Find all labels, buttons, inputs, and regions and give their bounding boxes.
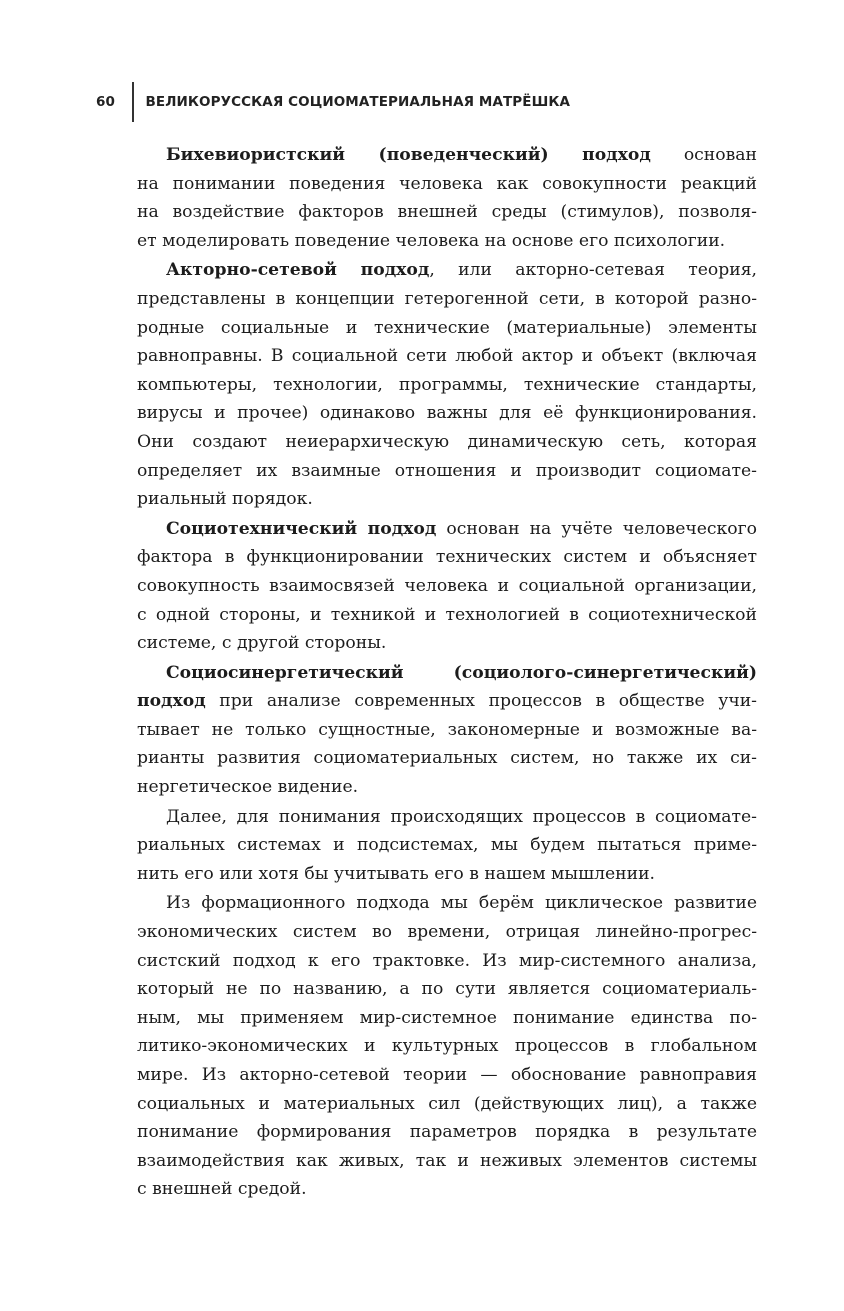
term-heading: подход	[137, 691, 206, 712]
text-line	[137, 256, 757, 285]
text-line	[137, 198, 757, 227]
paragraph	[137, 889, 757, 1204]
line-text: системе, с другой стороны.	[137, 633, 387, 654]
text-line	[137, 485, 757, 514]
text-line	[137, 428, 757, 457]
running-head	[96, 82, 570, 122]
line-text: с одной стороны, и техникой и технологией в социотехнической	[137, 604, 757, 625]
text-line	[137, 170, 757, 199]
line-text: рианты развития социоматериальных систем, но также их си-	[137, 748, 757, 769]
text-line	[137, 399, 757, 428]
text-line	[137, 860, 757, 889]
line-text: на понимании поведения человека как совокупности реакций	[137, 173, 757, 194]
term-heading: Акторно-сетевой подход	[166, 260, 430, 281]
text-line	[137, 285, 757, 314]
text-line	[137, 803, 757, 832]
text-line	[137, 975, 757, 1004]
line-text: ет моделировать поведение человека на основе его психологии.	[137, 230, 726, 251]
text-line	[137, 515, 757, 544]
text-line	[137, 1090, 757, 1119]
text-line	[137, 744, 757, 773]
line-text: ным, мы применяем мир-системное понимание единства по-	[137, 1007, 757, 1028]
line-text: экономических систем во времени, отрицая линейно-прогрес-	[137, 922, 757, 943]
line-text: родные социальные и технические (материальные) элементы	[137, 317, 757, 338]
text-line	[137, 1175, 757, 1204]
text-line	[137, 141, 757, 170]
text-line	[137, 601, 757, 630]
paragraph	[137, 659, 757, 802]
text-line	[137, 543, 757, 572]
header-divider	[132, 82, 134, 122]
paragraph	[137, 515, 757, 658]
line-text: Из формационного подхода мы берём циклическое развитие	[166, 893, 757, 914]
line-text: нить его или хотя бы учитывать его в нашем мышлении.	[137, 863, 655, 884]
line-text: равноправны. В социальной сети любой актор и объект (включая	[137, 346, 757, 367]
line-text: представлены в концепции гетерогенной сети, в которой разно-	[137, 288, 757, 309]
line-text: основан на учёте человеческого	[436, 518, 757, 539]
text-line	[137, 773, 757, 802]
term-heading: Социосинергетический (социолого-синергетический)	[166, 662, 757, 683]
line-text: тывает не только сущностные, закономерные и возможные ва-	[137, 719, 757, 740]
text-line	[137, 1061, 757, 1090]
line-text: при анализе современных процессов в обществе учи-	[205, 691, 757, 712]
line-text: Они создают неиерархическую динамическую сеть, которая	[137, 431, 757, 452]
line-text: риальных системах и подсистемах, мы будем пытаться приме-	[137, 835, 757, 856]
text-line	[137, 1032, 757, 1061]
line-text: , или акторно-сетевая теория,	[429, 260, 757, 281]
paragraph	[137, 141, 757, 255]
text-line	[137, 371, 757, 400]
text-line	[137, 918, 757, 947]
text-line	[137, 659, 757, 688]
line-text: вирусы и прочее) одинаково важны для её функционирования.	[137, 403, 757, 424]
line-text: Далее, для понимания происходящих процессов в социомате-	[166, 806, 757, 827]
line-text: основан	[650, 145, 757, 165]
text-line	[137, 629, 757, 658]
line-text: который не по названию, а по сути является социоматериаль-	[137, 979, 757, 1000]
line-text: литико-экономических и культурных процессов в глобальном	[137, 1036, 757, 1057]
text-line	[137, 1147, 757, 1176]
running-title: ВЕЛИКОРУССКАЯ СОЦИОМАТЕРИАЛЬНАЯ МАТРЁШКА	[145, 94, 571, 110]
line-text: с внешней средой.	[137, 1179, 307, 1200]
line-text: мире. Из акторно-сетевой теории — обоснование равноправия	[137, 1065, 757, 1085]
line-text: систский подход к его трактовке. Из мир-системного анализа,	[137, 950, 757, 971]
text-line	[137, 572, 757, 601]
paragraph	[137, 256, 757, 513]
line-text: фактора в функционировании технических систем и объясняет	[137, 547, 757, 568]
line-text: совокупность взаимосвязей человека и социальной организации,	[137, 575, 757, 596]
line-text: социальных и материальных сил (действующих лиц), а также	[137, 1093, 757, 1114]
line-text: риальный порядок.	[137, 489, 313, 510]
line-text: на воздействие факторов внешней среды (стимулов), позволя-	[137, 202, 757, 223]
body-text	[137, 141, 757, 1204]
text-line	[137, 314, 757, 343]
text-line	[137, 1118, 757, 1147]
line-text: компьютеры, технологии, программы, технические стандарты,	[137, 374, 757, 395]
text-line	[137, 889, 757, 918]
text-line	[137, 947, 757, 976]
term-heading: Социотехнический подход	[166, 518, 437, 539]
line-text: нергетическое видение.	[137, 777, 359, 798]
term-heading: Бихевиористский (поведенческий) подход	[166, 145, 651, 165]
text-line	[137, 342, 757, 371]
text-line	[137, 227, 757, 256]
line-text: взаимодействия как живых, так и неживых элементов системы	[137, 1150, 757, 1171]
text-line	[137, 1004, 757, 1033]
text-line	[137, 457, 757, 486]
text-line	[137, 687, 757, 716]
text-line	[137, 716, 757, 745]
line-text: понимание формирования параметров порядка в результате	[137, 1122, 757, 1143]
line-text: определяет их взаимные отношения и производит социомате-	[137, 460, 757, 481]
page-number: 60	[96, 94, 115, 110]
text-line	[137, 831, 757, 860]
paragraph	[137, 803, 757, 889]
